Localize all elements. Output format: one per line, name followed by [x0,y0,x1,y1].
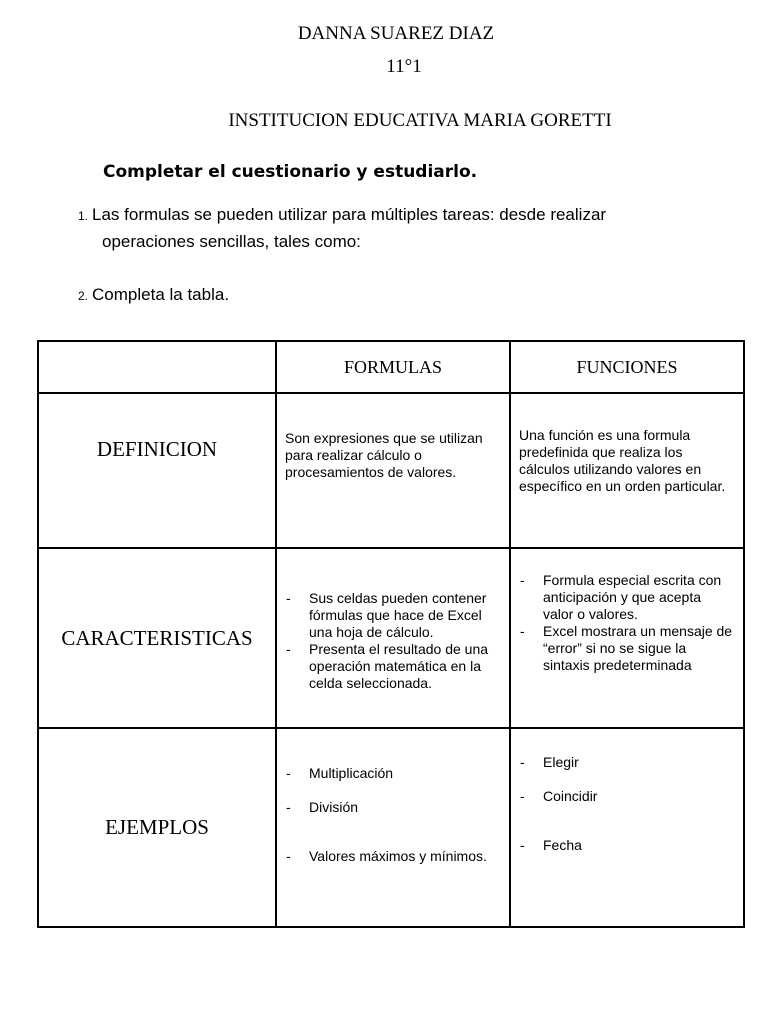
question-text-line1: Las formulas se pueden utilizar para múltiples tareas: desde realizar [92,205,607,224]
row-label-definicion [38,393,276,548]
question-2 [78,282,229,309]
cell-definicion-funciones [510,393,744,548]
list-item: - Elegir [543,754,735,771]
student-grade: 11°1 [386,56,422,77]
question-1 [78,202,678,254]
list-item: - División [309,799,501,816]
cell-definicion-formulas [276,393,510,548]
examples-list [511,754,743,854]
header-cell-formulas: FORMULAS [276,341,510,393]
list-item: - Valores máximos y mínimos. [309,848,501,865]
school-name: INSTITUCION EDUCATIVA MARIA GORETTI [228,110,612,131]
question-number: 1. [78,209,89,223]
characteristics-list [511,572,743,674]
row-label-caracteristicas [38,548,276,728]
row-label-text: DEFINICION [96,436,218,461]
table-row-ejemplos [38,728,744,927]
row-label-text: EJEMPLOS [105,815,209,839]
definition-text: Una función es una formula predefinida que realiza los cálculos utilizando valores en específico en un orden particular. [519,426,726,494]
cell-ejemplos-formulas [276,728,510,927]
header-cell-funciones: FUNCIONES [510,341,744,393]
instruction-heading: Completar el cuestionario y estudiarlo. [103,162,478,182]
list-item: - Excel mostrara un mensaje de “error” si no se sigue la sintaxis predeterminada [543,623,735,674]
row-label-text: CARACTERISTICAS [61,625,253,650]
list-item: - Presenta el resultado de una operación matemática en la celda seleccionada. [309,641,501,692]
question-number: 2. [78,289,89,303]
definition-text: Son expresiones que se utilizan para realizar cálculo o procesamientos de valores. [285,430,483,480]
question-text: Completa la tabla. [92,285,230,304]
list-item: - Fecha [543,837,735,854]
student-name: DANNA SUAREZ DIAZ [297,23,495,44]
table-row-definicion [38,393,744,548]
list-item: - Coincidir [543,788,735,805]
list-item: - Multiplicación [309,765,501,782]
characteristics-list [277,590,509,692]
comparison-table [37,340,745,928]
table-row-caracteristicas [38,548,744,728]
question-text-line2: operaciones sencillas, tales como: [102,232,361,251]
list-item: - Formula especial escrita con anticipación y que acepta valor o valores. [543,572,735,623]
list-item: - Sus celdas pueden contener fórmulas que hace de Excel una hoja de cálculo. [309,590,501,641]
examples-list [277,765,509,865]
cell-caracteristicas-formulas [276,548,510,728]
row-label-ejemplos [38,728,276,927]
header-cell-empty [38,341,276,393]
cell-caracteristicas-funciones [510,548,744,728]
cell-ejemplos-funciones [510,728,744,927]
table-header-row [38,341,744,393]
